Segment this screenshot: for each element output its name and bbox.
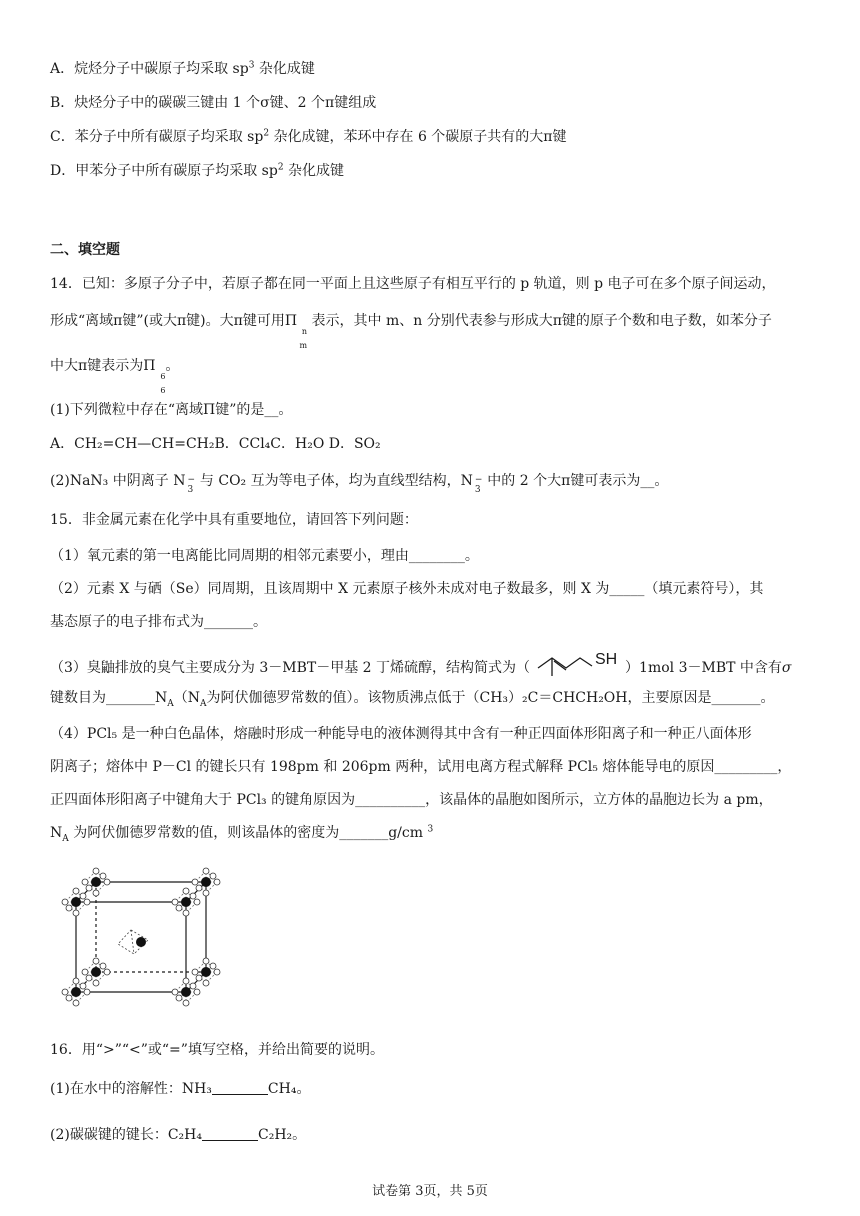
answer-blank[interactable]	[202, 1126, 258, 1141]
q15-part-2b: 基态原子的电子排布式为_______。	[50, 614, 267, 630]
crystal-cell-figure	[56, 862, 242, 1012]
q16-part-1: (1)在水中的溶解性：NH₃ CH₄。	[50, 1081, 311, 1097]
q14-line-1: 14．已知：多原子分子中，若原子都在同一平面上且这些原子有相互平行的 p 轨道，则 p 电子可在多个原子间运动，	[50, 276, 776, 292]
q14-sub-1: (1)下列微粒中存在“离域Π键”的是__。	[50, 402, 293, 418]
thiol-sh-label: SH	[595, 652, 618, 668]
page-footer: 试卷第 3页，共 5页	[372, 1184, 488, 1199]
q14-options: A．CH₂=CH—CH=CH₂B．CCl₄C．H₂O D．SO₂	[50, 436, 381, 452]
q14-line-2: 形成“离域π键”(或大π键)。大π键可用Π n m 表示，其中 m、n 分别代表参与形成大π键的原子个数和电子数，如苯分子	[50, 313, 772, 350]
q16-heading: 16．用“>”“<”或“=”填写空格，并给出简要的说明。	[50, 1042, 384, 1058]
q15-part-4a: （4）PCl₅ 是一种白色晶体，熔融时形成一种能导电的液体测得其中含有一种正四面体形阳离子和一种正八面体形	[50, 726, 752, 742]
q15-part-4d: $N_A$ 为阿伏伽德罗常数的值，则该晶体的密度为_______g/cm $^3$	[50, 824, 434, 844]
q15-part-4c: 正四面体形阳离子中键角大于 PCl₃ 的键角原因为__________，该晶体的晶胞如图所示，立方体的晶胞边长为 a pm，	[50, 792, 773, 808]
q15-part-3b: 键数目为$\_\_\_\_\_\_\_N_A(N_A$为阿伏伽德罗常数的值）。该物质沸点低于（CH₃）₂C＝CHCH₂OH，主要原因是_______。	[50, 690, 775, 709]
q15-heading: 15．非金属元素在化学中具有重要地位，请回答下列问题：	[50, 512, 418, 528]
answer-blank[interactable]	[212, 1080, 268, 1095]
q15-part-1: （1）氧元素的第一电离能比同周期的相邻元素要小，理由________。	[50, 548, 479, 564]
q15-part-4b: 阴离子；熔体中 P－Cl 的键长只有 198pm 和 206pm 两种，试用电离方程式解释 PCl₅ 熔体能导电的原因_________，	[50, 759, 792, 775]
q16-part-2: (2)碳碳键的键长：C₂H₄ C₂H₂。	[50, 1127, 307, 1143]
azide-ion: − 3	[187, 475, 195, 495]
option-d: D．甲苯分子中所有碳原子均采取 $sp^2$ 杂化成键	[50, 162, 345, 179]
azide-ion: − 3	[474, 475, 483, 495]
q15-part-2a: （2）元素 X 与硒（Se）同周期，且该周期中 X 元素原子核外未成对电子数最多，则 X 为_____（填元素符号），其	[50, 581, 764, 597]
thiol-structure-image	[530, 652, 625, 678]
section-heading: 二、填空题	[50, 242, 120, 258]
option-a: A．烷烃分子中碳原子均采取 $sp^3$ 杂化成键	[50, 60, 315, 77]
option-c: C．苯分子中所有碳原子均采取 $sp^2$ 杂化成键，苯环中存在 6 个碳原子共有的大π键	[50, 128, 567, 145]
q14-sub-2: (2)NaN₃ 中阴离子 N − 3 与 CO₂ 互为等电子体，均为直线型结构，N − 3 中的 2 个大π键可表示为__。	[50, 473, 669, 495]
q15-part-3a: （3）臭鼬排放的臭气主要成分为 3－MBT－甲基 2 丁烯硫醇，结构简式为（ SH ）1mol 3－MBT 中含有σ	[50, 652, 792, 676]
option-b: B．炔烃分子中的碳碳三键由 1 个σ键、2 个π键组成	[50, 95, 377, 111]
q14-line-3: 中大π键表示为Π 6 6 。	[50, 358, 180, 395]
